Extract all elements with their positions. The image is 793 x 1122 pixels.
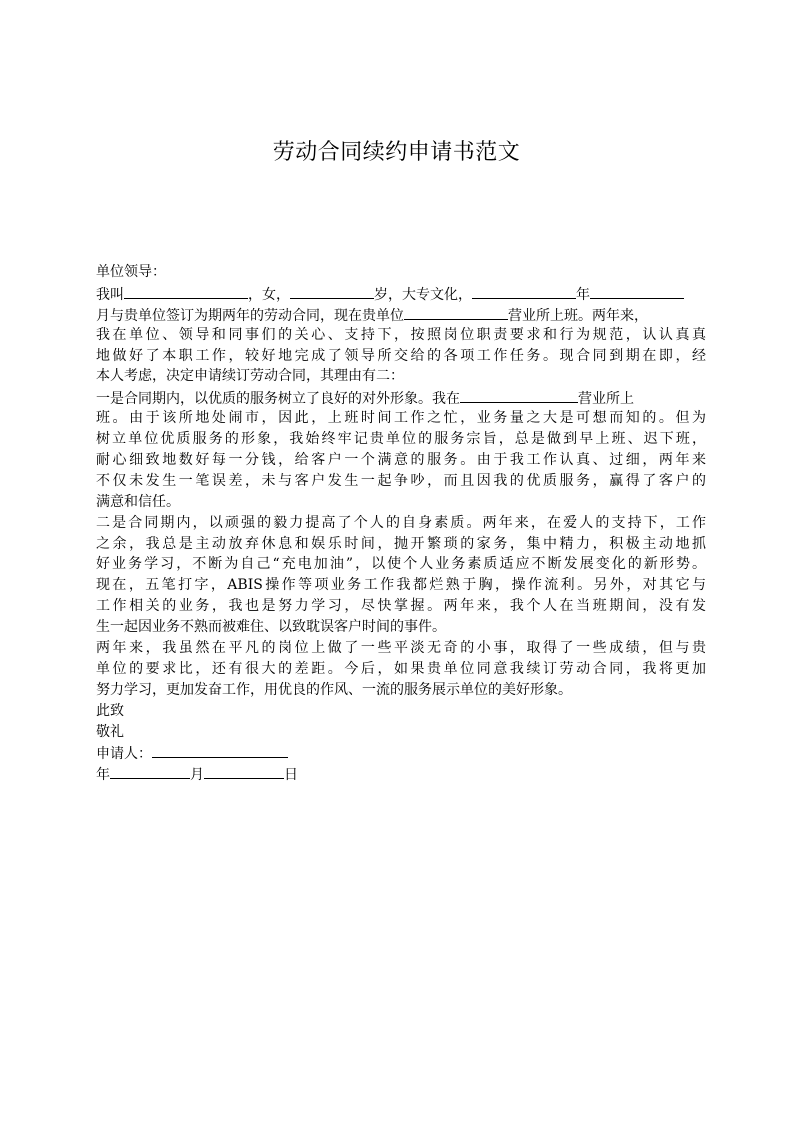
- date-line: [96, 763, 706, 784]
- office-blank[interactable]: [404, 304, 508, 320]
- date-month-blank[interactable]: [110, 763, 190, 779]
- reason2-line-3: 好业务学习，不断为自己“充电加油”，以使个人业务素质适应不断发展变化的新形势。: [96, 556, 706, 573]
- letter-body: [96, 262, 706, 784]
- conclusion-line-2: 单位的要求比，还有很大的差距。今后，如果贵单位同意我续订劳动合同，我将更加: [96, 660, 706, 677]
- text-segment: 年: [576, 286, 590, 303]
- closing-ci-zhi: 此致: [96, 702, 124, 719]
- month-blank[interactable]: [590, 283, 684, 299]
- applicant-line: [96, 742, 706, 763]
- reason2-line-2: 之余，我总是主动放弃休息和娱乐时间，抛开繁琐的家务，集中精力，积极主动地抓: [96, 535, 706, 552]
- reason2-line-4: 现在，五笔打字，ABIS操作等项业务工作我都烂熟于胸，操作流利。另外，对其它与: [96, 577, 706, 594]
- date-day-blank[interactable]: [204, 763, 284, 779]
- branch-blank[interactable]: [460, 387, 578, 403]
- text-segment: 营业所上: [578, 391, 634, 408]
- text-segment: 岁，大专文化，: [374, 286, 472, 303]
- reason2-line-1: 二是合同期内，以顽强的毅力提高了个人的自身素质。两年来，在爱人的支持下，工作: [96, 514, 706, 531]
- applicant-label: 申请人：: [96, 746, 152, 763]
- document-title: 劳动合同续约申请书范文: [272, 140, 521, 165]
- text-segment: 月与贵单位签订为期两年的劳动合同，现在贵单位: [96, 307, 404, 324]
- reason1-line-3: 树立单位优质服务的形象，我始终牢记贵单位的服务宗旨，总是做到早上班、迟下班，: [96, 431, 706, 448]
- signature-blank[interactable]: [152, 742, 288, 758]
- reason1-line-4: 耐心细致地数好每一分钱，给客户一个满意的服务。由于我工作认真、过细，两年来: [96, 452, 706, 469]
- age-blank[interactable]: [290, 283, 374, 299]
- intro-line-5: 本人考虑，决定申请续订劳动合同，其理由有二：: [96, 368, 404, 385]
- salutation: 单位领导：: [96, 264, 166, 280]
- reason2-line-6: 生一起因业务不熟而被难住、以致耽误客户时间的事件。: [96, 619, 446, 636]
- conclusion-line-3: 努力学习，更加发奋工作，用优良的作风、一流的服务展示单位的美好形象。: [96, 681, 572, 698]
- intro-line-3: 我在单位、领导和同事们的关心、支持下，按照岗位职责要求和行为规范，认认真真: [96, 326, 706, 343]
- text-segment: ，女，: [248, 286, 290, 303]
- reason1-line-6: 满意和信任。: [96, 493, 180, 510]
- reason2-line-5: 工作相关的业务，我也是努力学习，尽快掌握。两年来，我个人在当班期间，没有发: [96, 598, 706, 615]
- conclusion-line-1: 两年来，我虽然在平凡的岗位上做了一些平淡无奇的小事，取得了一些成绩，但与贵: [96, 640, 706, 657]
- reason1-line-5: 不仅未发生一笔误差，未与客户发生一起争吵，而且因我的优质服务，赢得了客户的: [96, 472, 706, 489]
- month-label: 月: [190, 767, 204, 784]
- intro-line-4: 地做好了本职工作，较好地完成了领导所交给的各项工作任务。现合同到期在即，经: [96, 347, 706, 364]
- reason1-line-1: [96, 387, 706, 408]
- name-blank[interactable]: [124, 283, 248, 299]
- text-segment: 我叫: [96, 286, 124, 303]
- intro-line-1: [96, 283, 706, 304]
- year-label: 年: [96, 767, 110, 784]
- text-segment: 营业所上班。两年来，: [508, 307, 648, 324]
- text-segment: 一是合同期内，以优质的服务树立了良好的对外形象。我在: [96, 391, 460, 408]
- year-blank[interactable]: [472, 283, 576, 299]
- closing-jing-li: 敬礼: [96, 723, 124, 740]
- day-label: 日: [284, 767, 298, 784]
- intro-line-2: [96, 304, 706, 325]
- reason1-line-2: 班。由于该所地处闹市，因此，上班时间工作之忙，业务量之大是可想而知的。但为: [96, 410, 706, 427]
